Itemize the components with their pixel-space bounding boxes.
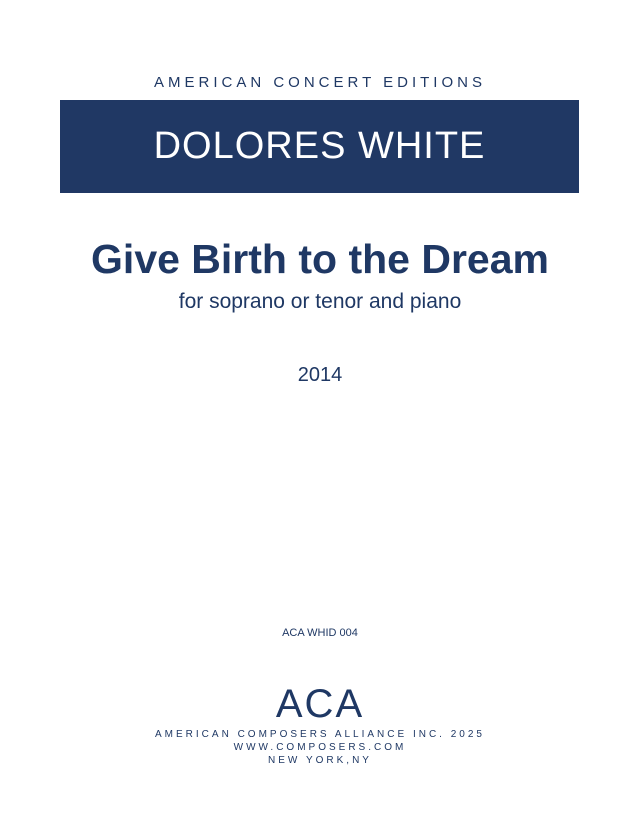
publisher-logo: ACA	[275, 682, 365, 726]
instrumentation: for soprano or tenor and piano	[178, 290, 462, 313]
composer-banner	[60, 100, 579, 193]
publisher-location: NEW YORK,NY	[268, 755, 372, 766]
composition-year: 2014	[297, 364, 343, 386]
series-name: AMERICAN CONCERT EDITIONS	[154, 74, 486, 91]
catalog-number: ACA WHID 004	[282, 627, 358, 639]
publisher-website: WWW.COMPOSERS.COM	[233, 742, 407, 753]
work-title: Give Birth to the Dream	[91, 236, 549, 282]
publisher-name: AMERICAN COMPOSERS ALLIANCE INC. 2025	[155, 729, 485, 740]
composer-name: DOLORES WHITE	[153, 125, 486, 167]
